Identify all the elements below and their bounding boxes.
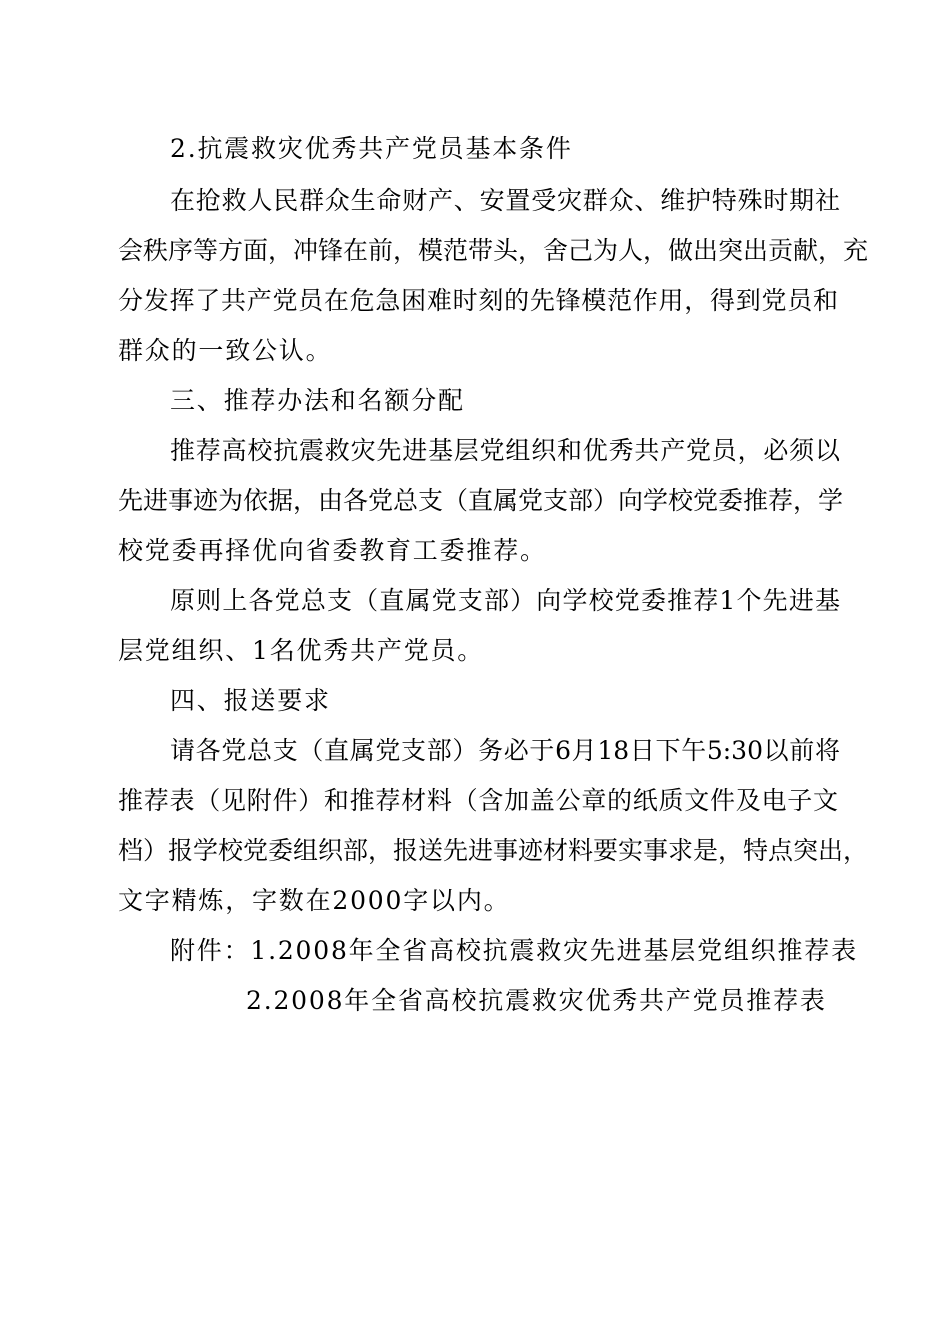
- paragraph-line: 层党组织、1名优秀共产党员。: [118, 636, 485, 665]
- section-heading-methods: 三、推荐办法和名额分配: [170, 386, 465, 415]
- paragraph-line: 校党委再择优向省委教育工委推荐。: [118, 536, 547, 565]
- paragraph-line: 请各党总支（直属党支部）务必于6月18日下午5:30以前将: [170, 736, 841, 765]
- section-heading-submission: 四、报送要求: [170, 686, 331, 715]
- paragraph-line: 群众的一致公认。: [118, 336, 333, 365]
- subsection-heading-criteria: 2.抗震救灾优秀共产党员基本条件: [170, 134, 573, 163]
- paragraph-line: 会秩序等方面，冲锋在前，模范带头，舍己为人，做出突出贡献，充: [118, 236, 869, 265]
- paragraph-line: 推荐高校抗震救灾先进基层党组织和优秀共产党员，必须以: [170, 436, 840, 465]
- attachment-item-2: 2.2008年全省高校抗震救灾优秀共产党员推荐表: [246, 986, 827, 1015]
- paragraph-line: 文字精炼，字数在2000字以内。: [118, 886, 511, 915]
- paragraph-line: 档）报学校党委组织部，报送先进事迹材料要实事求是，特点突出，: [118, 836, 869, 865]
- paragraph-line: 原则上各党总支（直属党支部）向学校党委推荐1个先进基: [170, 586, 840, 615]
- paragraph-line: 先进事迹为依据，由各党总支（直属党支部）向学校党委推荐，学: [118, 486, 844, 515]
- paragraph-line: 分发挥了共产党员在危急困难时刻的先锋模范作用，得到党员和: [118, 286, 838, 315]
- attachment-item-1: 附件：1.2008年全省高校抗震救灾先进基层党组织推荐表: [170, 936, 858, 965]
- paragraph-line: 推荐表（见附件）和推荐材料（含加盖公章的纸质文件及电子文: [118, 786, 838, 815]
- paragraph-line: 在抢救人民群众生命财产、安置受灾群众、维护特殊时期社: [170, 186, 840, 215]
